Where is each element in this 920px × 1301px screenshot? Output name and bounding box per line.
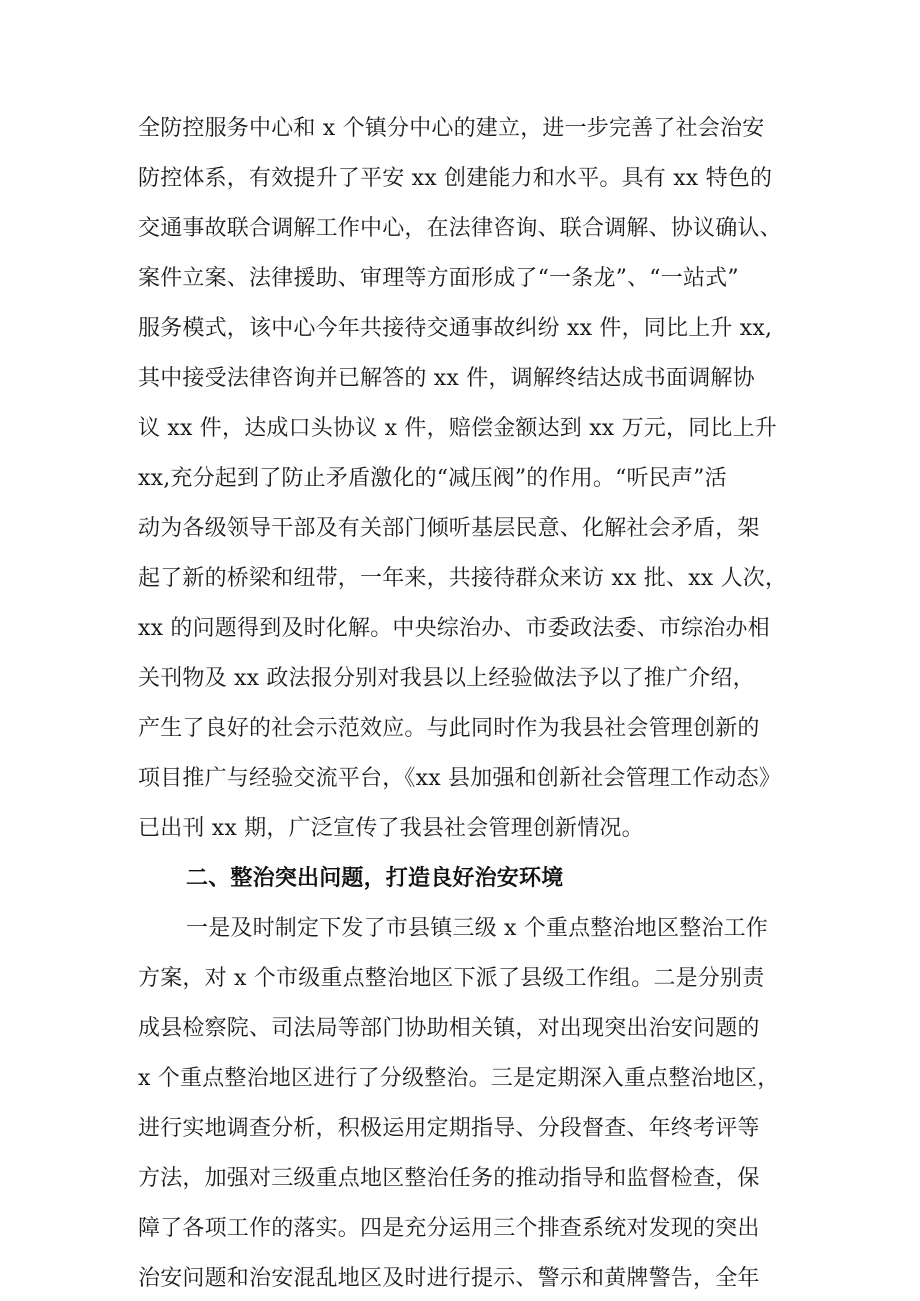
body-text-line: 关刊物及 xx 政法报分别对我县以上经验做法予以了推广介绍， [138, 666, 755, 691]
body-text-line: xx 的问题得到及时化解。中央综治办、市委政法委、市综治办相 [138, 616, 770, 641]
body-text-line: 全防控服务中心和 x 个镇分中心的建立，进一步完善了社会治安 [138, 116, 765, 141]
section-heading: 二、整治突出问题，打造良好治安环境 [186, 866, 564, 891]
body-text-line: 方案，对 x 个市级重点整治地区下派了县级工作组。二是分别责 [138, 966, 765, 991]
body-text-line: 一是及时制定下发了市县镇三级 x 个重点整治地区整治工作 [186, 916, 768, 941]
body-text-line: 议 xx 件，达成口头协议 x 件，赔偿金额达到 xx 万元，同比上升 [138, 416, 777, 441]
body-text-line: 其中接受法律咨询并已解答的 xx 件，调解终结达成书面调解协 [138, 366, 755, 391]
body-text-line: 交通事故联合调解工作中心，在法律咨询、联合调解、协议确认、 [138, 216, 782, 241]
body-text-line: 防控体系，有效提升了平安 xx 创建能力和水平。具有 xx 特色的 [138, 166, 773, 191]
body-text-line: 已出刊 xx 期，广泛宣传了我县社会管理创新情况。 [138, 816, 644, 841]
body-text-line: 产生了良好的社会示范效应。与此同时作为我县社会管理创新的 [138, 716, 760, 741]
body-text-line: 进行实地调查分析，积极运用定期指导、分段督查、年终考评等 [138, 1116, 760, 1141]
body-text-line: 服务模式，该中心今年共接待交通事故纠纷 xx 件，同比上升 xx, [138, 316, 773, 341]
body-text-line: 方法，加强对三级重点地区整治任务的推动指导和监督检查，保 [138, 1166, 760, 1191]
body-text-line: 案件立案、法律援助、审理等方面形成了“一条龙”、“一站式” [138, 266, 739, 291]
body-text-line: x 个重点整治地区进行了分级整治。三是定期深入重点整治地区， [138, 1066, 780, 1091]
body-text-line: 成县检察院、司法局等部门协助相关镇，对出现突出治安问题的 [138, 1016, 760, 1041]
body-text-line: 治安问题和治安混乱地区及时进行提示、警示和黄牌警告，全年 [138, 1266, 760, 1291]
body-text-line: 障了各项工作的落实。四是充分运用三个排查系统对发现的突出 [138, 1216, 760, 1241]
body-text-line: 动为各级领导干部及有关部门倾听基层民意、化解社会矛盾，架 [138, 516, 760, 541]
body-text-line: 起了新的桥梁和纽带，一年来，共接待群众来访 xx 批、xx 人次， [138, 566, 788, 591]
body-text-line: xx,充分起到了防止矛盾激化的“减压阀”的作用。“听民声”活 [138, 466, 727, 491]
body-text-line: 项目推广与经验交流平台，《xx 县加强和创新社会管理工作动态》 [138, 766, 782, 791]
